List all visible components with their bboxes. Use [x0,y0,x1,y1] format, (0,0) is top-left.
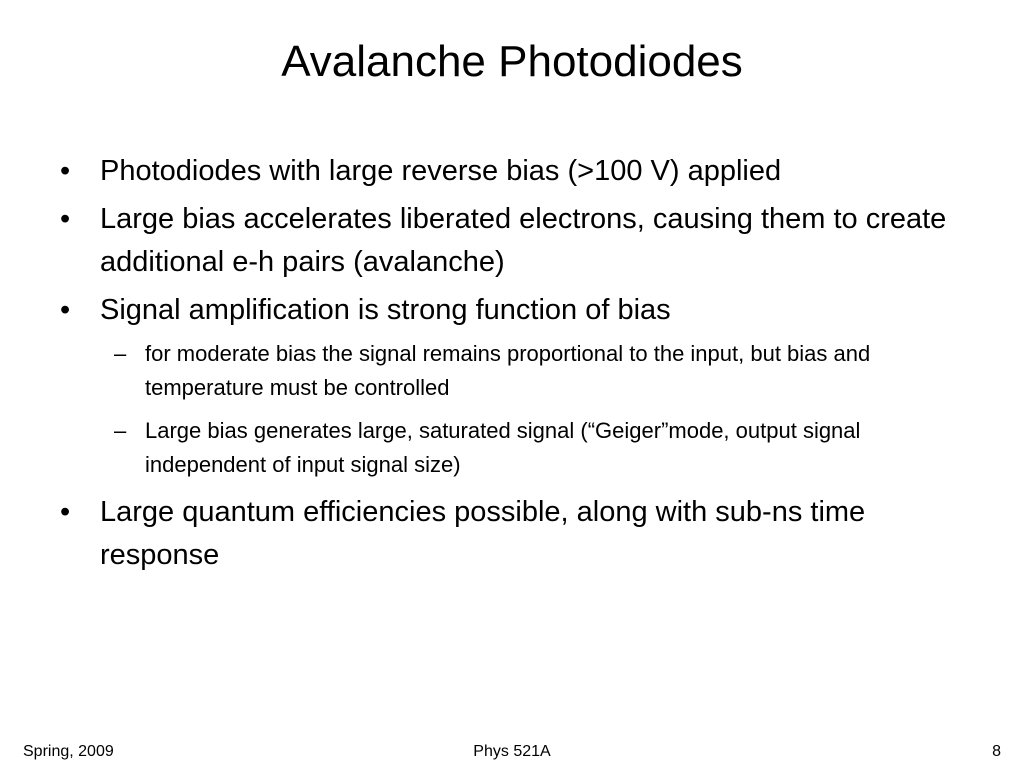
bullet-marker: • [60,294,71,326]
bullet-marker: • [60,155,71,187]
bullet-text: Signal amplification is strong function of bias [100,294,671,326]
sub-bullet-text: for moderate bias the signal remains proportional to the input, but bias and temperature must be controlled [145,341,871,400]
bullet-text: Large bias accelerates liberated electrons, causing them to create additional e-h pairs (avalanche) [100,203,947,278]
slide-title: Avalanche Photodiodes [281,37,743,86]
bullet-marker: • [60,496,71,528]
sub-bullet-text: Large bias generates large, saturated signal (“Geiger”mode, output signal independent of input signal size) [145,418,861,477]
bullet-text: Large quantum efficiencies possible, along with sub-ns time response [100,496,866,571]
sub-bullet-item [56,414,976,482]
bullet-item [56,198,976,284]
bullet-marker: • [60,203,71,235]
bullet-item [56,289,976,332]
footer-page-number: 8 [992,743,1001,760]
bullet-text: Photodiodes with large reverse bias (>100 V) applied [100,155,782,187]
sub-bullet-marker: – [114,418,127,443]
footer-course: Phys 521A [473,743,551,760]
slide-body [56,150,976,582]
footer-date: Spring, 2009 [23,743,114,760]
bullet-item [56,491,976,577]
sub-bullet-marker: – [114,341,127,366]
bullet-item [56,150,976,193]
sub-bullet-item [56,337,976,405]
